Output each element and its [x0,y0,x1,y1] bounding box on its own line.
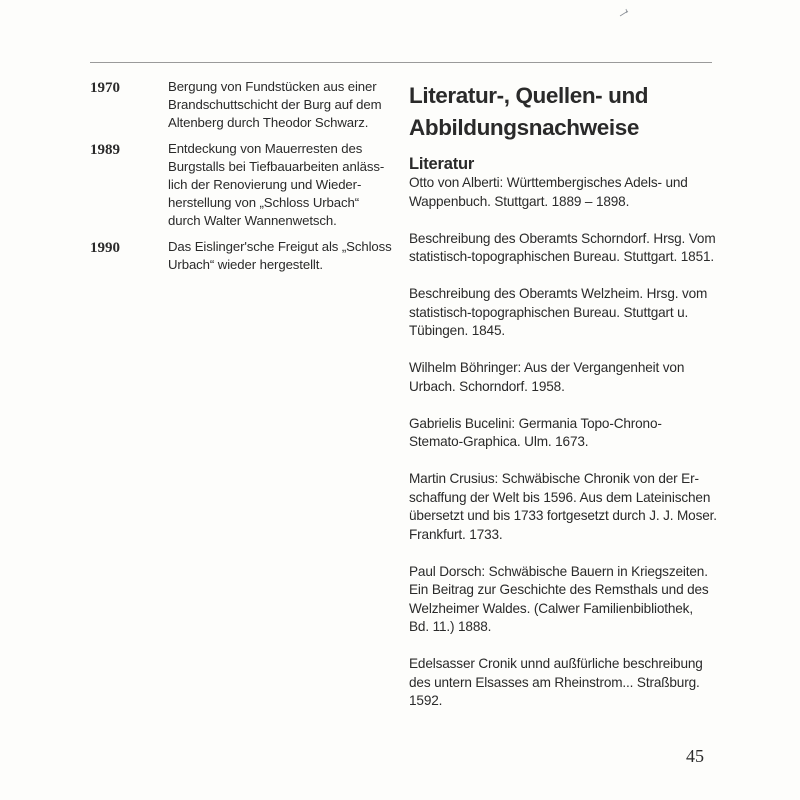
reference-entry [409,230,719,267]
reference-entry [409,415,719,452]
timeline-line: Entdeckung von Mauerresten des [168,141,363,156]
reference-line: Wilhelm Böhringer: Aus der Vergangenheit von [409,360,685,375]
timeline-line: Das Eislinger'sche Freigut als „Schloss [168,239,392,254]
reference-line: Martin Crusius: Schwäbische Chronik von der Er- [409,471,699,486]
reference-line: Ein Beitrag zur Geschichte des Remsthals und des [409,582,709,597]
reference-line: Bd. 11.) 1888. [409,619,492,634]
timeline-line: Bergung von Fundstücken aus einer [168,79,377,94]
reference-line: übersetzt und bis 1733 fortgesetzt durch J. J. Moser. [409,508,717,523]
timeline-text [168,78,388,132]
reference-line: Tübingen. 1845. [409,323,506,338]
timeline-year: 1970 [90,80,120,96]
section-heading [409,80,719,144]
reference-entry [409,359,719,396]
timeline-list [90,78,390,282]
reference-entry [409,655,719,711]
reference-entry [409,470,719,544]
reference-line: schaffung der Welt bis 1596. Aus dem Lateinischen [409,489,711,505]
reference-line: 1592. [409,693,443,708]
timeline-line: lich der Renovierung und Wieder- [168,177,362,192]
reference-line: des untern Elsasses am Rheinstrom... Straßburg. [409,674,700,690]
timeline-line: Urbach“ wieder hergestellt. [168,257,323,272]
bibliography-section [409,80,719,729]
timeline-line: Burgstalls bei Tiefbauarbeiten anläss- [168,159,385,174]
reference-line: Welzheimer Waldes. (Calwer Familienbibliothek, [409,600,693,616]
timeline-year: 1990 [90,240,120,256]
reference-line: Paul Dorsch: Schwäbische Bauern in Kriegszeiten. [409,563,708,579]
timeline-entry [90,78,390,132]
timeline-entry [90,140,390,230]
reference-line: Stemato-Graphica. Ulm. 1673. [409,434,589,449]
timeline-text [168,238,392,274]
timeline-line: herstellung von „Schloss Urbach“ [168,195,360,210]
page-number: 45 [686,746,704,766]
timeline-text [168,140,388,230]
reference-line: Beschreibung des Oberamts Welzheim. Hrsg. vom [409,286,708,301]
timeline-entry [90,238,390,274]
timeline-line: durch Walter Wannenwetsch. [168,213,337,228]
reference-line: Wappenbuch. Stuttgart. 1889 – 1898. [409,193,630,209]
reference-line: statistisch-topographischen Bureau. Stuttgart. 1851. [409,249,715,264]
reference-entry [409,285,719,341]
timeline-line: Brandschuttschicht der Burg auf dem [168,97,382,112]
reference-entry [409,174,719,211]
reference-entry [409,563,719,637]
scan-speck-mark [618,8,632,18]
timeline-year: 1989 [90,142,120,158]
reference-line: Beschreibung des Oberamts Schorndorf. Hrsg. Vom [409,230,716,246]
literature-subheading: Literatur [409,155,475,173]
reference-line: Gabrielis Bucelini: Germania Topo-Chrono- [409,415,662,431]
reference-line: Edelsasser Cronik unnd außfürliche beschreibung [409,656,703,671]
section-heading-line: Literatur-, Quellen- und [409,83,649,108]
reference-line: statistisch-topographischen Bureau. Stuttgart u. [409,304,689,320]
reference-line: Urbach. Schorndorf. 1958. [409,378,565,394]
top-rule [90,62,712,63]
timeline-line: Altenberg durch Theodor Schwarz. [168,115,369,130]
reference-line: Frankfurt. 1733. [409,526,503,542]
reference-list [409,174,719,711]
section-heading-line: Abbildungsnachweise [409,115,639,140]
reference-line: Otto von Alberti: Württembergisches Adels- und [409,175,688,190]
